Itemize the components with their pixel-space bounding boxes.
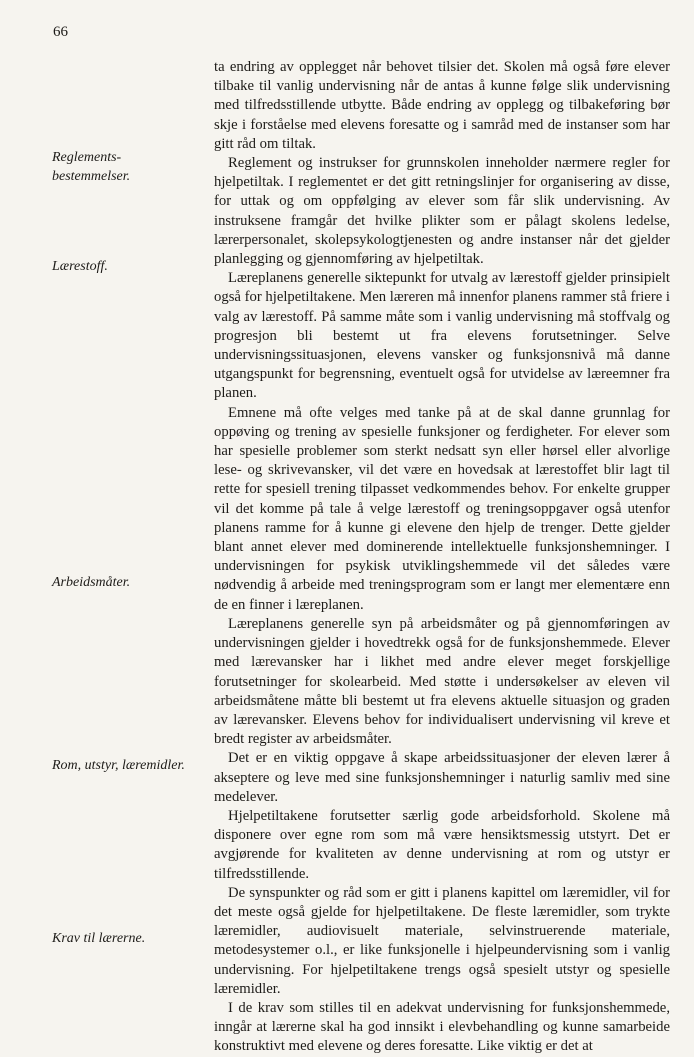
paragraph: ta endring av opplegget når behovet tilsier det. Skolen må også føre elever tilbake til vanlig undervisning når de antas å kunne følge slik undervisning med tilfredsstillende utbytte. Både endring av opplegg og tilbakeføring bør skje i forståelse med elevens foresatte og i samråd med de instanser som har gitt råd om tiltak. (214, 59, 670, 152)
paragraph: De synspunkter og råd som er gitt i planens kapittel om læremidler, vil for det meste også gjelde for hjelpetiltakene. De fleste læremidler, som trykte læremidler, audiovisuelt materiale, selvinstruerende materiale, metodesystemer o.l., er like funksjonelle i hjelpeundervisning som i vanlig undervisning. For hjelpetiltakene trengs også spesielt utstyr og spesielle læremidler. (214, 884, 670, 997)
paragraph: Reglement og instrukser for grunnskolen inneholder nærmere regler for hjelpetiltak. I reglementet er det gitt retningslinjer for organisering av disse, for uttak og om oppfølging av elever som får slik undervisning. Av instruksene framgår det hvilke plikter som er pålagt skolens ledelse, lærerpersonalet, skolepsykologtjenesten og andre instanser når det gjelder planlegging og gjennomføring av hjelpetiltak. (214, 155, 670, 268)
margin-note-reglementsbestemmelser: Reglements- bestemmelser. (52, 150, 131, 184)
paragraph: Det er en viktig oppgave å skape arbeidssituasjoner der eleven lærer å akseptere og leve med sine funksjonshemninger i naturlig samliv med sine medelever. (214, 750, 670, 805)
paragraph: Hjelpetiltakene forutsetter særlig gode arbeidsforhold. Skolene må disponere over egne rom som må være hensiktsmessig utstyrt. Det er avgjørende for kvaliteten av denne undervisning at rom og utstyr er tilfredsstillende. (214, 807, 670, 882)
page-number: 66 (53, 24, 68, 40)
body-text (214, 58, 670, 1057)
paragraph: Emnene må ofte velges med tanke på at de skal danne grunnlag for oppøving og trening av spesielle funksjoner og ferdigheter. For elever som har spesielle problemer som sterkt nedsatt syn eller hørsel eller alvorlige lese- og skrivevansker, vil det være en hovedsak at lærestoffet blir lagt til rette for spesiell trening tilpasset vedkommendes behov. For enkelte grupper vil det komme på tale å velge lærestoff og treningsoppgaver også utenfor planens ramme for å kunne gi elevene den hjelp de trenger. Dette gjelder blant annet elever med dominerende intellektuelle funksjonshemninger. I undervisningen for psykisk utviklingshemmede vil det således være nødvendig å arbeide med treningsprogram som er langt mer elementære enn de en finner i læreplanen. (214, 404, 670, 613)
margin-note-arbeidsmater: Arbeidsmåter. (52, 575, 131, 590)
paragraph: Læreplanens generelle siktepunkt for utvalg av lærestoff gjelder prinsipielt også for hjelpetiltakene. Men læreren må innenfor planens rammer stå friere i valg av lærestoff. På samme måte som i vanlig undervisning må stoffvalg og progresjon bli bestemt ut fra elevens forutsetninger. Selve undervisningssituasjonen, elevens vansker og funksjonsnivå må danne utgangspunkt for begrensning, eventuelt også for utvidelse av læreemner fra planen. (214, 270, 670, 402)
paragraph: I de krav som stilles til en adekvat undervisning for funksjonshemmede, inngår at lærerne skal ha god innsikt i elevbehandling og kunne samarbeide konstruktivt med elevene og deres foresatte. Like viktig er det at (214, 999, 670, 1055)
paragraph: Læreplanens generelle syn på arbeidsmåter og på gjennomføringen av undervisningen gjelder i hovedtrekk også for de funksjonshemmede. Elever med lærevansker har i likhet med andre elever meget forskjellige forutsetninger for skolearbeid. Med støtte i undersøkelser av eleven vil arbeidsmåtene måtte bli bestemt ut fra elevens aktuelle situasjon og graden av lærevansker. Elevens behov for individualisert undervisning vil kreve et bredt register av arbeidsmåter. (214, 615, 670, 748)
margin-note-rom-utstyr: Rom, utstyr, læremidler. (52, 758, 185, 773)
margin-note-laerestoff: Lærestoff. (52, 259, 108, 274)
margin-note-krav-til-laererne: Krav til lærerne. (52, 931, 146, 946)
